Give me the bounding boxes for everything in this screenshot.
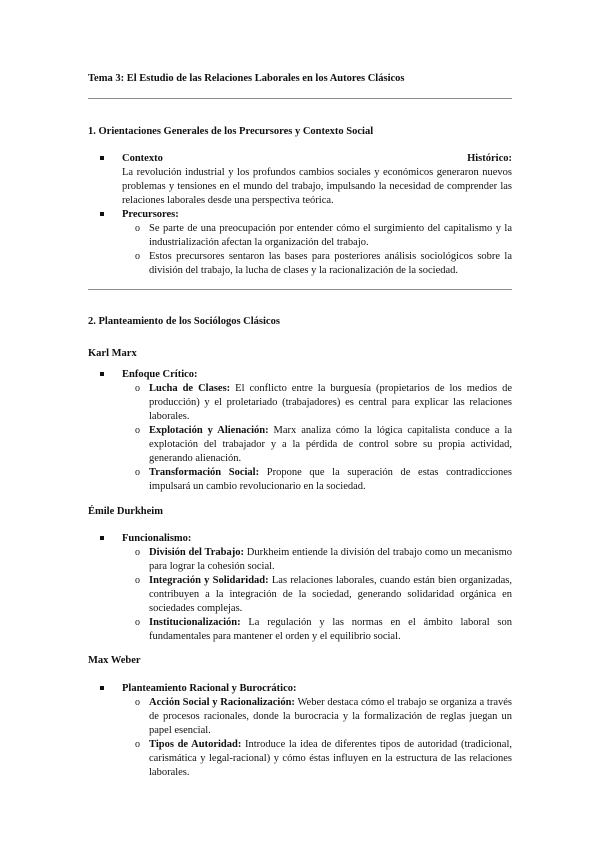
circle-bullet-icon: o bbox=[135, 223, 140, 234]
circle-bullet-icon: o bbox=[135, 697, 140, 708]
author-heading-durkheim: Émile Durkheim bbox=[88, 506, 163, 517]
page-title: Tema 3: El Estudio de las Relaciones Laborales en los Autores Clásicos bbox=[88, 73, 405, 84]
divider bbox=[88, 289, 512, 290]
sub-list-item bbox=[135, 222, 512, 250]
bullet-text: La revolución industrial y los profundos cambios sociales y económicos generaron nuevos problemas y tensiones en el mundo del trabajo, impulsando la necesidad de comprender las relaciones laborales desde una perspectiva teórica. bbox=[122, 167, 512, 206]
bullet-list bbox=[100, 152, 512, 278]
author-heading-weber: Max Weber bbox=[88, 655, 141, 666]
term: Lucha de Clases: bbox=[149, 383, 231, 394]
bullet-item bbox=[100, 532, 512, 546]
sub-list-item bbox=[135, 250, 512, 278]
sub-list-item bbox=[135, 382, 512, 424]
term: Explotación y Alienación: bbox=[149, 425, 269, 436]
bullet-label: Enfoque Crítico: bbox=[122, 369, 198, 380]
sub-list-item bbox=[135, 616, 512, 644]
sub-list bbox=[100, 222, 512, 278]
bullet-list bbox=[100, 368, 512, 494]
sub-list bbox=[100, 382, 512, 494]
bullet-label: Funcionalismo: bbox=[122, 533, 192, 544]
bullet-marker bbox=[100, 686, 104, 690]
sub-list-item bbox=[135, 696, 512, 738]
term-text: Propone que la superación de estas contradicciones impulsará un cambio revolucionario en la sociedad. bbox=[149, 467, 512, 492]
sub-list bbox=[100, 546, 512, 644]
divider bbox=[88, 98, 512, 99]
bullet-label-part: Histórico: bbox=[467, 153, 512, 164]
bullet-item-contexto bbox=[100, 152, 512, 208]
bullet-label: Planteamiento Racional y Burocrático: bbox=[122, 683, 297, 694]
term-text: La regulación y las normas en el ámbito laboral son fundamentales para mantener el orden y el equilibrio social. bbox=[149, 617, 512, 642]
bullet-label-part: Contexto bbox=[122, 153, 163, 164]
term-text: Las relaciones laborales, cuando están bien organizadas, contribuyen a la integración de la sociedad, generando solidaridad orgánica en sociedades complejas. bbox=[149, 575, 513, 614]
term-text: Introduce la idea de diferentes tipos de autoridad (tradicional, carismática y legal-racional) y cómo éstas influyen en la estructura de las relaciones laborales. bbox=[149, 739, 512, 778]
sub-item-text: Se parte de una preocupación por entender cómo el surgimiento del capitalismo y la industrialización afectan la organización del trabajo. bbox=[149, 223, 512, 248]
bullet-item bbox=[100, 368, 512, 382]
section-heading: 2. Planteamiento de los Sociólogos Clásicos bbox=[88, 316, 280, 327]
bullet-marker bbox=[100, 372, 104, 376]
circle-bullet-icon: o bbox=[135, 547, 140, 558]
sub-list-item bbox=[135, 424, 512, 466]
term: Transformación Social: bbox=[149, 467, 260, 478]
bullet-marker bbox=[100, 212, 104, 216]
term-text: El conflicto entre la burguesía (propietarios de los medios de producción) y el proletariado (trabajadores) es central para explicar las relaciones laborales. bbox=[149, 383, 512, 422]
term: División del Trabajo: bbox=[149, 547, 244, 558]
sub-item-text: Estos precursores sentaron las bases para posteriores análisis sociológicos sobre la división del trabajo, la lucha de clases y la racionalización de la sociedad. bbox=[149, 251, 512, 276]
bullet-item-precursores bbox=[100, 208, 512, 222]
circle-bullet-icon: o bbox=[135, 251, 140, 262]
section-heading: 1. Orientaciones Generales de los Precursores y Contexto Social bbox=[88, 126, 374, 137]
circle-bullet-icon: o bbox=[135, 383, 140, 394]
sub-list-item bbox=[135, 574, 512, 616]
circle-bullet-icon: o bbox=[135, 467, 140, 478]
author-heading-marx: Karl Marx bbox=[88, 348, 137, 359]
term: Integración y Solidaridad: bbox=[149, 575, 269, 586]
term: Acción Social y Racionalización: bbox=[149, 697, 295, 708]
sub-list-item bbox=[135, 738, 512, 780]
bullet-label: Precursores: bbox=[122, 209, 179, 220]
bullet-label bbox=[122, 152, 512, 166]
sub-list-item bbox=[135, 546, 512, 574]
circle-bullet-icon: o bbox=[135, 425, 140, 436]
circle-bullet-icon: o bbox=[135, 575, 140, 586]
sub-list bbox=[100, 696, 512, 780]
term-text: Marx analiza cómo la lógica capitalista conduce a la explotación del trabajador y a la pérdida de control sobre su propia actividad, generando alienación. bbox=[149, 425, 512, 464]
term: Institucionalización: bbox=[149, 617, 241, 628]
term-text: Durkheim entiende la división del trabajo como un mecanismo para lograr la cohesión social. bbox=[149, 547, 512, 572]
term-text: Weber destaca cómo el trabajo se organiza a través de procesos racionales, donde la burocracia y la formalización de reglas juegan un papel esencial. bbox=[149, 697, 512, 736]
sub-list-item bbox=[135, 466, 512, 494]
bullet-marker bbox=[100, 536, 104, 540]
bullet-list bbox=[100, 532, 512, 644]
term: Tipos de Autoridad: bbox=[149, 739, 242, 750]
bullet-list bbox=[100, 682, 512, 780]
bullet-item bbox=[100, 682, 512, 696]
circle-bullet-icon: o bbox=[135, 739, 140, 750]
bullet-marker bbox=[100, 156, 104, 160]
circle-bullet-icon: o bbox=[135, 617, 140, 628]
